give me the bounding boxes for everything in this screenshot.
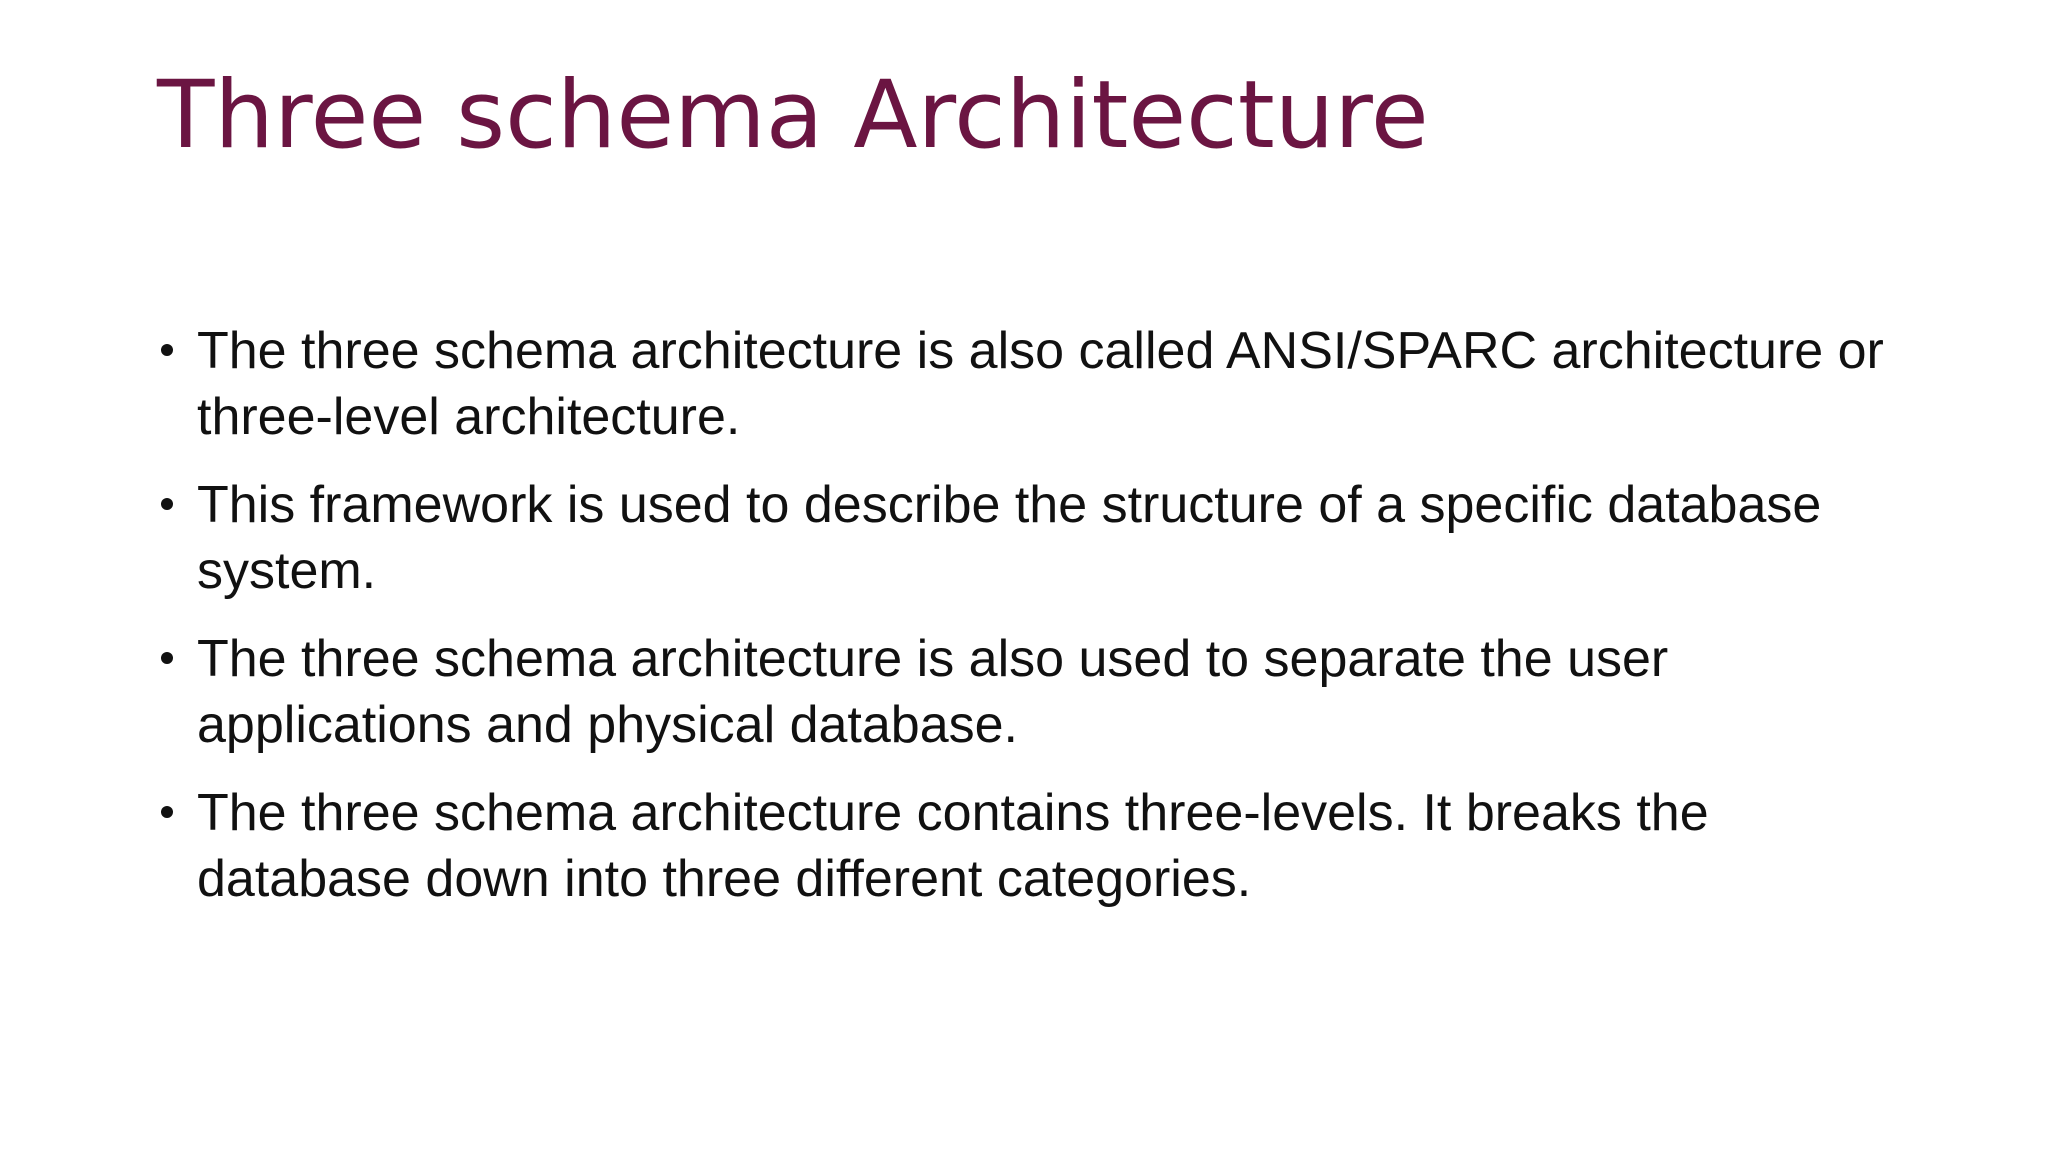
bullet-list xyxy=(157,318,1937,934)
bullet-dot-icon xyxy=(161,806,173,818)
bullet-dot-icon xyxy=(161,344,173,356)
bullet-item xyxy=(157,780,1937,912)
bullet-text: The three schema architecture contains three-levels. It breaks the database down into three different categories. xyxy=(197,784,1709,908)
bullet-dot-icon xyxy=(161,652,173,664)
bullet-dot-icon xyxy=(161,498,173,510)
bullet-item xyxy=(157,318,1937,450)
bullet-text: The three schema architecture is also called ANSI/SPARC architecture or three-level architecture. xyxy=(197,322,1884,446)
slide-title: Three schema Architecture xyxy=(157,61,1429,170)
bullet-text: The three schema architecture is also used to separate the user applications and physical database. xyxy=(197,630,1669,754)
bullet-text: This framework is used to describe the structure of a specific database system. xyxy=(197,476,1822,600)
bullet-item xyxy=(157,626,1937,758)
bullet-item xyxy=(157,472,1937,604)
